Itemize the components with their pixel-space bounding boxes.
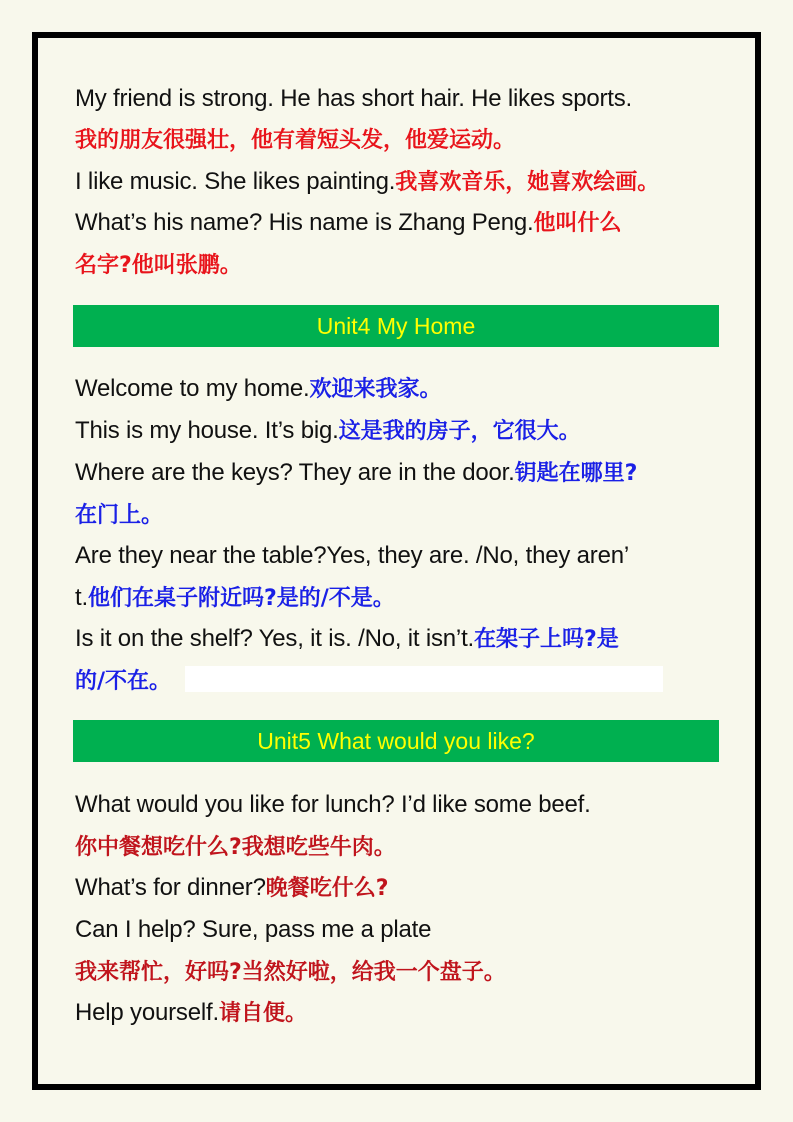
english-sentence: Where are the keys? They are in the door. xyxy=(75,459,515,486)
english-sentence: My friend is strong. He has short hair. He likes sports. xyxy=(75,85,633,112)
chinese-translation: 欢迎来我家。 xyxy=(309,377,442,402)
text-line-near-table xyxy=(75,535,735,577)
chinese-translation: 我来帮忙，好吗?当然好啦，给我一个盘子。 xyxy=(75,960,506,985)
unit5-title: Unit5 What would you like? xyxy=(257,728,535,754)
chinese-translation: 这是我的房子，它很大。 xyxy=(338,419,581,444)
unit4-title: Unit4 My Home xyxy=(316,313,476,339)
english-sentence: What’s his name? His name is Zhang Peng. xyxy=(75,209,534,236)
english-sentence: Welcome to my home. xyxy=(75,375,310,402)
chinese-translation: 他们在桌子附近吗?是的/不是。 xyxy=(87,586,395,611)
chinese-translation: 钥匙在哪里? xyxy=(514,461,638,486)
chinese-translation: 他叫什么 xyxy=(533,211,622,236)
chinese-translation: 晚餐吃什么? xyxy=(265,876,389,901)
text-line-my-house xyxy=(75,410,735,452)
chinese-translation: 名字?他叫张鹏。 xyxy=(75,253,242,278)
text-line-dinner xyxy=(75,867,735,909)
english-sentence: Is it on the shelf? Yes, it is. /No, it isn’t. xyxy=(75,625,474,652)
english-sentence: t. xyxy=(75,584,88,611)
text-line-where-keys xyxy=(75,452,735,494)
text-line-his-name xyxy=(75,202,735,244)
text-line-music-painting xyxy=(75,161,735,203)
english-sentence: Can I help? Sure, pass me a plate xyxy=(75,916,432,943)
text-line-welcome-home xyxy=(75,368,735,410)
text-line-on-shelf-continued xyxy=(75,660,735,702)
chinese-translation: 你中餐想吃什么?我想吃些牛肉。 xyxy=(75,835,396,860)
text-line-friend-strong-translation xyxy=(75,119,735,161)
english-sentence: What’s for dinner? xyxy=(75,874,266,901)
chinese-translation: 请自便。 xyxy=(218,1001,307,1026)
text-line-friend-strong xyxy=(75,78,735,120)
chinese-translation: 我的朋友很强壮，他有着短头发，他爱运动。 xyxy=(75,128,516,153)
unit4-heading-banner xyxy=(73,305,719,347)
text-line-on-shelf xyxy=(75,618,735,660)
chinese-translation: 在架子上吗?是 xyxy=(474,627,619,652)
text-line-lunch xyxy=(75,784,735,826)
english-sentence: This is my house. It’s big. xyxy=(75,417,339,444)
text-line-where-keys-continued xyxy=(75,494,735,536)
text-line-lunch-translation xyxy=(75,826,735,868)
text-line-help-yourself xyxy=(75,992,735,1034)
english-sentence: Help yourself. xyxy=(75,999,219,1026)
chinese-translation: 我喜欢音乐，她喜欢绘画。 xyxy=(395,170,660,195)
english-sentence: I like music. She likes painting. xyxy=(75,168,396,195)
english-sentence: Are they near the table?Yes, they are. /No, they aren’ xyxy=(75,542,629,569)
text-line-can-i-help-translation xyxy=(75,951,735,993)
text-line-near-table-continued xyxy=(75,577,735,619)
chinese-translation: 的/不在。 xyxy=(75,669,172,694)
text-line-can-i-help xyxy=(75,909,735,951)
unit5-heading-banner xyxy=(73,720,719,762)
text-line-his-name-continued xyxy=(75,244,735,286)
chinese-translation: 在门上。 xyxy=(75,503,164,528)
english-sentence: What would you like for lunch? I’d like some beef. xyxy=(75,791,591,818)
